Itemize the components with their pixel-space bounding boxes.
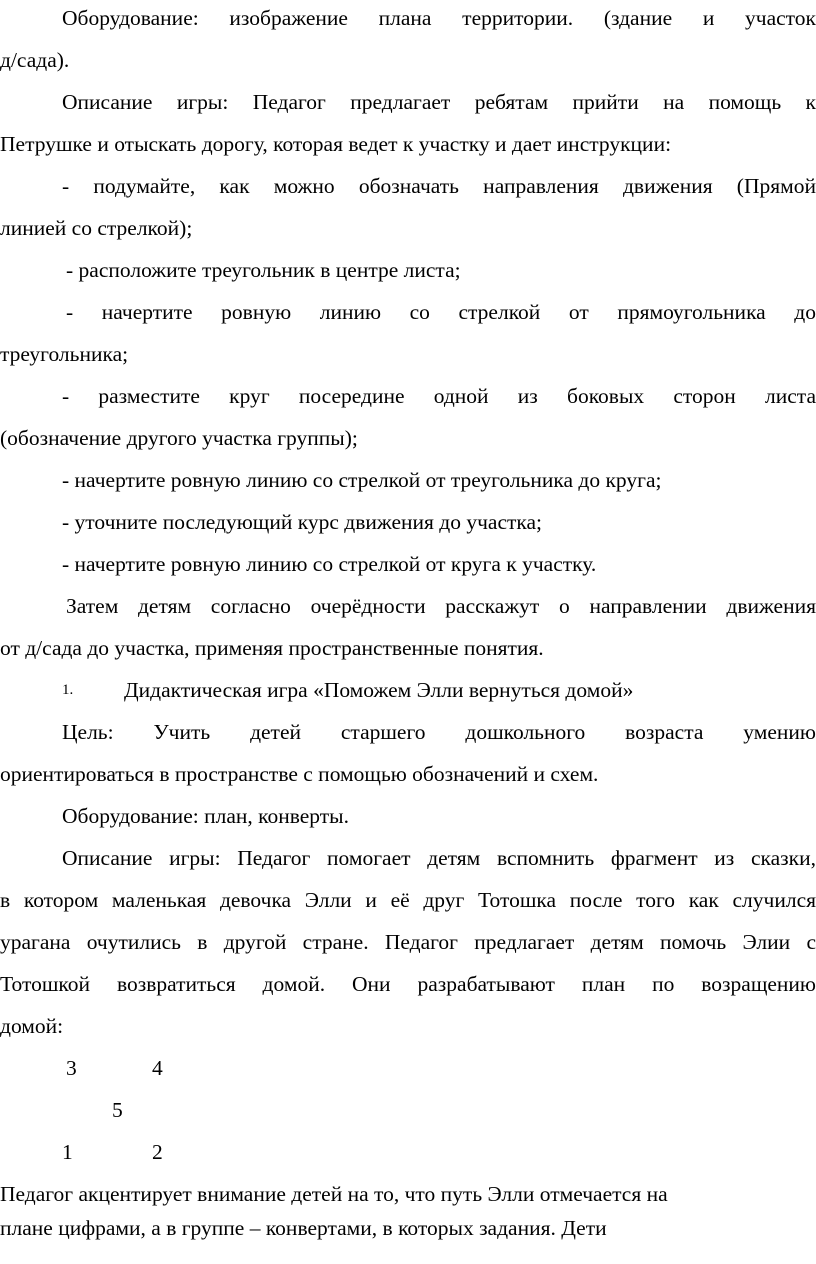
instruction-item-2: - расположите треугольник в центре листа; xyxy=(66,258,461,282)
final-paragraph-line-1: Педагог акцентирует внимание детей на то, что путь Элли отмечается на xyxy=(0,1182,668,1206)
instruction-item-3-line-2: треугольника; xyxy=(0,342,129,366)
plan-number-5: 5 xyxy=(112,1098,123,1122)
instruction-item-7: - начертите ровную линию со стрелкой от круга к участку. xyxy=(62,552,597,576)
instruction-item-5: - начертите ровную линию со стрелкой от треугольника до круга; xyxy=(62,468,662,492)
description-2-line-4: Тотошкой возвратиться домой. Они разрабатывают план по возращению xyxy=(0,972,816,996)
instruction-item-6: - уточните последующий курс движения до участка; xyxy=(62,510,543,534)
game-title: Дидактическая игра «Поможем Элли вернуться домой» xyxy=(124,678,634,702)
instruction-item-4-line-2: (обозначение другого участка группы); xyxy=(0,426,358,450)
game-heading xyxy=(0,674,816,706)
equipment-paragraph-line-2: д/сада). xyxy=(0,48,70,72)
description-2-line-1: Описание игры: Педагог помогает детям вспомнить фрагмент из сказки, xyxy=(62,846,816,870)
instruction-item-4-line-1: - разместите круг посередине одной из боковых сторон листа xyxy=(62,384,816,408)
description-2-line-5: домой: xyxy=(0,1014,64,1038)
instruction-item-1-line-2: линией со стрелкой); xyxy=(0,216,193,240)
goal-paragraph-line-2: ориентироваться в пространстве с помощью обозначений и схем. xyxy=(0,762,599,786)
plan-number-1: 1 xyxy=(62,1140,73,1164)
then-paragraph-line-1: Затем детям согласно очерёдности расскажут о направлении движения xyxy=(66,594,816,618)
instruction-item-1-line-1: - подумайте, как можно обозначать направления движения (Прямой xyxy=(62,174,816,198)
game-number: 1. xyxy=(62,682,74,698)
plan-number-2: 2 xyxy=(152,1140,163,1164)
then-paragraph-line-2: от д/сада до участка, применяя пространственные понятия. xyxy=(0,636,544,660)
plan-number-4: 4 xyxy=(152,1056,163,1080)
final-paragraph-line-2: плане цифрами, а в группе – конвертами, в которых задания. Дети xyxy=(0,1216,607,1240)
description-2-line-3: урагана очутились в другой стране. Педагог предлагает детям помочь Элии с xyxy=(0,930,816,954)
goal-paragraph-line-1: Цель: Учить детей старшего дошкольного возраста умению xyxy=(62,720,816,744)
plan-number-3: 3 xyxy=(66,1056,77,1080)
equipment-2-paragraph: Оборудование: план, конверты. xyxy=(62,804,349,828)
description-2-line-2: в котором маленькая девочка Элли и её друг Тотошка после того как случился xyxy=(0,888,816,912)
description-paragraph-line-1: Описание игры: Педагог предлагает ребятам прийти на помощь к xyxy=(62,90,816,114)
instruction-item-3-line-1: - начертите ровную линию со стрелкой от прямоугольника до xyxy=(66,300,816,324)
equipment-paragraph-line-1: Оборудование: изображение плана территории. (здание и участок xyxy=(62,6,816,30)
description-paragraph-line-2: Петрушке и отыскать дорогу, которая ведет к участку и дает инструкции: xyxy=(0,132,672,156)
